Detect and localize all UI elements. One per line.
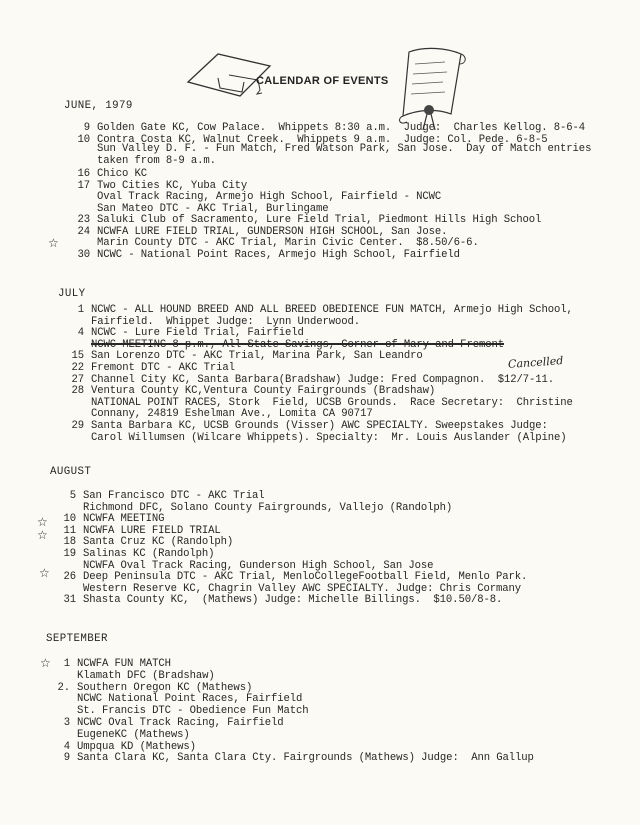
event-text: NCWFA LURE FIELD TRIAL, GUNDERSON HIGH SCHOOL, San Jose. [97, 225, 448, 238]
event-text: San Lorenzo DTC - AKC Trial, Marina Park, San Leandro [91, 350, 423, 363]
event-line [70, 316, 360, 328]
event-text: NATIONAL POINT RACES, Stork Field, UCSB Grounds. Race Secretary: Christine [91, 396, 573, 409]
event-text: Southern Oregon KC (Mathews) [77, 681, 253, 694]
event-day: 19 [63, 548, 76, 560]
star-icon: ☆ [37, 528, 48, 542]
event-day: 2. [57, 681, 70, 694]
event-line [56, 717, 284, 729]
event-line [56, 682, 252, 694]
event-text: Connany, 24819 Eshelman Ave., Lomita CA 90717 [91, 408, 373, 421]
event-text: Channel City KC, Santa Barbara(Bradshaw) Judge: Fred Compagnon. $12/7-11. [91, 373, 555, 386]
star-icon: ☆ [40, 656, 51, 670]
event-text: Western Reserve KC, Chagrin Valley AWC SPECIALTY. Judge: Chris Cormany [83, 582, 522, 595]
event-text: Carol Willumsen (Wilcare Whippets). Specialty: Mr. Louis Auslander (Alpine) [91, 431, 567, 444]
event-text: Marin County DTC - AKC Trial, Marin Civic Center. $8.50/6-6. [97, 237, 479, 249]
event-day: 23 [77, 214, 90, 226]
event-day: 29 [71, 420, 84, 432]
event-text: Santa Clara KC, Santa Clara Cty. Fairgrounds (Mathews) Judge: Ann Gallup [77, 752, 534, 765]
event-text: NCWC - ALL HOUND BREED AND ALL BREED OBEDIENCE FUN MATCH, Armejo High School, [91, 304, 573, 316]
event-text: NCWFA Oval Track Racing, Gunderson High School, San Jose [83, 559, 434, 572]
event-line [70, 350, 423, 362]
event-text: NCWC Oval Track Racing, Fairfield [77, 717, 284, 729]
event-text: Umpqua KD (Mathews) [77, 740, 196, 753]
cancelled-handwritten-note: Cancelled [507, 354, 564, 371]
event-line [62, 513, 164, 525]
event-line [70, 408, 373, 420]
event-text: EugeneKC (Mathews) [77, 728, 190, 741]
event-line [70, 327, 304, 339]
event-day: 4 [77, 327, 84, 340]
event-line [56, 752, 534, 764]
event-day: 15 [71, 350, 84, 363]
event-text: NCWFA FUN MATCH [77, 658, 171, 670]
event-text: NCWFA LURE FIELD TRIAL [83, 524, 221, 537]
event-line [76, 191, 441, 203]
event-line [70, 374, 554, 386]
event-day: 27 [71, 373, 84, 386]
event-text: NCWC National Point Races, Fairfield [77, 693, 303, 706]
event-day: 22 [71, 362, 84, 374]
event-text: Richmond DFC, Solano County Fairgrounds, Vallejo (Randolph) [83, 501, 453, 514]
event-line [70, 304, 573, 316]
event-day: 10 [77, 133, 90, 146]
event-line [70, 432, 567, 444]
event-day: 9 [63, 752, 70, 765]
event-day: 9 [83, 122, 90, 134]
event-line [70, 385, 435, 397]
event-text: Santa Cruz KC (Randolph) [83, 536, 234, 549]
event-text: San Mateo DTC - AKC Trial, Burlingame [97, 202, 329, 215]
event-text: Ventura County KC,Ventura County Fairgrounds (Bradshaw) [91, 385, 436, 398]
event-day: 18 [63, 536, 76, 549]
event-text: Shasta County KC, (Mathews) Judge: Michelle Billings. $10.50/8-8. [83, 594, 503, 607]
event-text: NCWC MEETING 8 p.m., All State Savings, Corner of Mary and Fremont [91, 338, 504, 351]
event-text: Fairfield. Whippet Judge: Lynn Underwood. [91, 315, 361, 328]
event-line [76, 122, 585, 134]
event-line [62, 536, 233, 548]
event-day: 10 [63, 513, 76, 526]
event-line [62, 560, 433, 572]
star-icon: ☆ [39, 566, 50, 580]
event-line [70, 362, 235, 374]
event-line [70, 397, 573, 409]
event-line [56, 693, 302, 705]
event-day: 17 [77, 179, 90, 192]
event-line [56, 705, 309, 717]
event-line [70, 339, 504, 351]
event-day: 30 [77, 248, 90, 261]
month-heading-july: JULY [58, 288, 86, 300]
event-line [56, 741, 196, 753]
event-text: Deep Peninsula DTC - AKC Trial, MenloCollegeFootball Field, Menlo Park. [83, 571, 528, 584]
event-line [62, 525, 221, 537]
event-day: 1 [77, 304, 84, 316]
event-text: Two Cities KC, Yuba City [97, 179, 248, 192]
diploma-scroll-icon [395, 44, 473, 134]
event-line [62, 571, 527, 583]
graduation-cap-icon [184, 44, 274, 100]
event-text: Fremont DTC - AKC Trial [91, 362, 235, 374]
event-line [62, 594, 502, 606]
month-heading-september: SEPTEMBER [46, 633, 108, 645]
event-line [62, 583, 521, 595]
event-text: St. Francis DTC - Obedience Fun Match [77, 705, 309, 718]
event-line [56, 670, 215, 682]
event-line [76, 155, 216, 167]
event-line [76, 203, 329, 215]
event-line [76, 180, 247, 192]
event-line [76, 168, 147, 180]
event-line [56, 658, 171, 670]
event-day: 1 [63, 658, 70, 670]
star-icon: ☆ [37, 515, 48, 529]
month-heading-august: AUGUST [50, 466, 92, 478]
event-day: 5 [69, 490, 76, 502]
star-icon: ☆ [48, 236, 59, 250]
event-line [62, 490, 264, 502]
event-text: NCWFA MEETING [83, 513, 165, 526]
event-text: Chico KC [97, 168, 148, 180]
event-text: taken from 8-9 a.m. [97, 154, 216, 167]
event-day: 3 [63, 717, 70, 729]
event-text: NCWC - National Point Races, Armejo High School, Fairfield [97, 248, 460, 261]
event-text: Klamath DFC (Bradshaw) [77, 669, 215, 682]
event-line [76, 249, 460, 261]
event-day: 24 [77, 225, 90, 238]
event-line [76, 226, 447, 238]
event-day: 28 [71, 385, 84, 398]
event-text: Saluki Club of Sacramento, Lure Field Trial, Piedmont Hills High School [97, 214, 542, 226]
event-line [62, 502, 452, 514]
event-day: 11 [63, 524, 76, 537]
event-day: 4 [63, 740, 70, 753]
event-line [76, 214, 541, 226]
event-text: Santa Barbara KC, UCSB Grounds (Visser) AWC SPECIALTY. Sweepstakes Judge: [91, 420, 548, 432]
event-text: San Francisco DTC - AKC Trial [83, 490, 265, 502]
event-line [62, 548, 214, 560]
event-line [56, 729, 190, 741]
event-text: Sun Valley D. F. - Fun Match, Fred Watson Park, San Jose. Day of Match entries [97, 143, 592, 155]
month-heading-june: JUNE, 1979 [64, 100, 133, 112]
event-line [76, 237, 479, 249]
event-text: Oval Track Racing, Armejo High School, Fairfield - NCWC [97, 191, 442, 203]
event-day: 31 [63, 594, 76, 607]
event-text: Salinas KC (Randolph) [83, 548, 215, 560]
event-day: 16 [77, 168, 90, 180]
event-line [76, 143, 591, 155]
event-line [70, 420, 548, 432]
event-day: 26 [63, 571, 76, 584]
event-text: Golden Gate KC, Cow Palace. Whippets 8:30 a.m. Judge: Charles Kellog. 8-6-4 [97, 122, 586, 134]
calendar-title: CALENDAR OF EVENTS [256, 75, 389, 87]
event-text: Contra Costa KC, Walnut Creek. Whippets 9 a.m. Judge: Col. Pede. 6-8-5 [97, 133, 548, 146]
event-text: NCWC - Lure Field Trial, Fairfield [91, 327, 304, 340]
